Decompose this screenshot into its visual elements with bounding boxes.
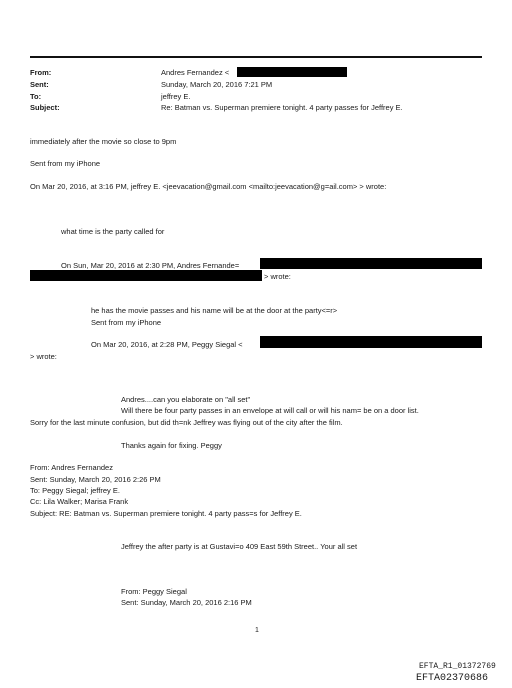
document-id: EFTA_R1_01372769 — [419, 662, 496, 671]
quote-header: > wrote: — [30, 352, 57, 361]
fwd-sent: Sent: Sunday, March 20, 2016 2:26 PM — [30, 475, 161, 484]
to-label: To: — [30, 92, 42, 101]
fwd-from: From: Peggy Siegal — [121, 587, 187, 596]
fwd-cc: Cc: Lila Walker; Marisa Frank — [30, 497, 129, 506]
body-line: Will there be four party passes in an envelope at will call or will his nam= be on a door list. — [121, 406, 419, 415]
redaction-box — [260, 336, 482, 348]
subject-value: Re: Batman vs. Superman premiere tonight. 4 party passes for Jeffrey E. — [161, 103, 403, 112]
fwd-sent: Sent: Sunday, March 20, 2016 2:16 PM — [121, 598, 252, 607]
quote-header: On Sun, Mar 20, 2016 at 2:30 PM, Andres Fernande= — [61, 261, 240, 270]
sent-label: Sent: — [30, 80, 49, 89]
body-line: he has the movie passes and his name will be at the door at the party<=r> — [91, 306, 338, 315]
to-value: jeffrey E. — [161, 92, 191, 101]
redaction-box — [237, 67, 347, 77]
body-line: Thanks again for fixing. Peggy — [121, 441, 222, 450]
quote-header: On Mar 20, 2016, at 3:16 PM, jeffrey E. <jeevacation@gmail.com <mailto:jeevacation@g=ail.com> > wrote: — [30, 182, 387, 191]
subject-label: Subject: — [30, 103, 60, 112]
fwd-subject: Subject: RE: Batman vs. Superman premiere tonight. 4 party pass=s for Jeffrey E. — [30, 509, 302, 518]
redaction-box — [30, 270, 262, 281]
quote-header: On Mar 20, 2016, at 2:28 PM, Peggy Siegal < — [91, 340, 243, 349]
body-line: Sent from my iPhone — [30, 159, 101, 168]
quote-header: > wrote: — [264, 272, 291, 281]
body-line: Sent from my iPhone — [91, 318, 162, 327]
body-line: Jeffrey the after party is at Gustavi=o 409 East 59th Street.. Your all set — [121, 542, 358, 551]
fwd-from: From: Andres Fernandez — [30, 463, 113, 472]
page-number: 1 — [255, 627, 259, 634]
from-label: From: — [30, 68, 52, 77]
body-line: Andres....can you elaborate on "all set" — [121, 395, 251, 404]
body-line: Sorry for the last minute confusion, but did th=nk Jeffrey was flying out of the city after the film. — [30, 418, 343, 427]
bates-number: EFTA02370686 — [416, 673, 489, 684]
body-line: immediately after the movie so close to 9pm — [30, 137, 177, 146]
sent-value: Sunday, March 20, 2016 7:21 PM — [161, 80, 273, 89]
redaction-box — [260, 258, 482, 269]
body-line: what time is the party called for — [61, 227, 165, 236]
header-rule — [30, 56, 482, 58]
from-value: Andres Fernandez < — [161, 68, 230, 77]
fwd-to: To: Peggy Siegal; jeffrey E. — [30, 486, 120, 495]
